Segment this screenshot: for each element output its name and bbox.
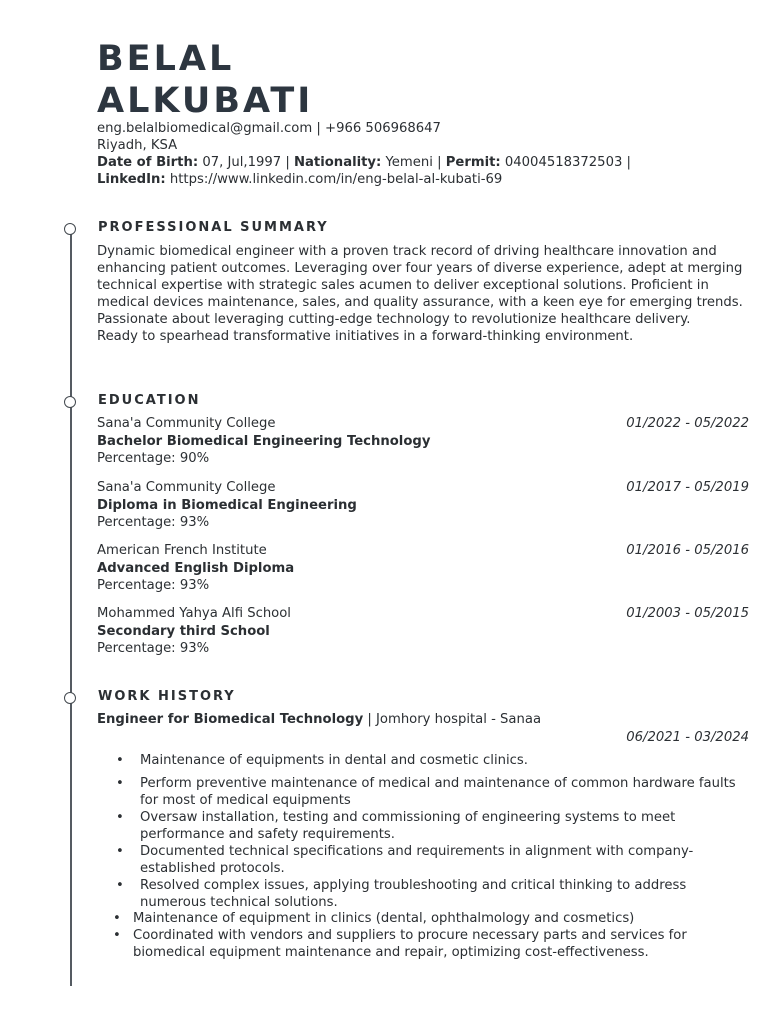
education-entry bbox=[97, 542, 749, 595]
bullet-icon: • bbox=[116, 776, 124, 791]
duty-text: Perform preventive maintenance of medical and maintenance of common hardware faults for most of medical equipments bbox=[140, 776, 736, 808]
duty-text: Maintenance of equipments in dental and cosmetic clinics. bbox=[140, 753, 528, 768]
duty-item bbox=[113, 910, 750, 927]
dob-value: 07, Jul,1997 | bbox=[198, 155, 294, 170]
degree-title: Advanced English Diploma bbox=[97, 560, 295, 576]
education-dates: 01/2003 - 05/2015 bbox=[626, 606, 749, 621]
duty-text: Maintenance of equipment in clinics (dental, ophthalmology and cosmetics) bbox=[133, 911, 635, 926]
nationality-label: Nationality: bbox=[293, 155, 382, 170]
linkedin-line bbox=[97, 171, 757, 188]
summary-text bbox=[97, 243, 757, 345]
bullet-icon: • bbox=[113, 928, 121, 943]
summary-heading: PROFESSIONAL SUMMARY bbox=[98, 220, 329, 235]
bullet-icon: • bbox=[116, 844, 124, 859]
education-entry bbox=[97, 479, 749, 532]
job-dates: 06/2021 - 03/2024 bbox=[626, 729, 749, 745]
summary-timeline-dot bbox=[64, 223, 76, 235]
degree-title: Bachelor Biomedical Engineering Technology bbox=[97, 433, 431, 449]
school-name: Sana'a Community College bbox=[97, 416, 276, 431]
duty-text: Coordinated with vendors and suppliers to procure necessary parts and services for biomedical equipment maintenance and repair, optimizing cost-effectiveness. bbox=[133, 928, 687, 960]
education-dates: 01/2016 - 05/2016 bbox=[626, 543, 749, 558]
location: Riyadh, KSA bbox=[97, 138, 178, 153]
candidate-name bbox=[97, 38, 313, 122]
education-entry bbox=[97, 415, 749, 468]
nationality-value: Yemeni | bbox=[381, 155, 446, 170]
duties-list bbox=[116, 752, 750, 911]
linkedin-url[interactable]: https://www.linkedin.com/in/eng-belal-al-kubati-69 bbox=[165, 172, 503, 187]
permit-value: 04004518372503 | bbox=[500, 155, 631, 170]
name-first: BELAL bbox=[97, 39, 235, 79]
work-heading: WORK HISTORY bbox=[98, 689, 236, 704]
summary-paragraph: Dynamic biomedical engineer with a proven track record of driving healthcare innovation and enhancing patient outcomes. Leveraging over four years of diverse experience, adept at merging technical expertise with strategic sales acumen to deliver exceptional solutions. Proficient in medical devices maintenance, sales, and quality assurance, with a keen eye for emerging trends. Passionate about leveraging cutting-edge technology to revolutionize healthcare delivery. bbox=[97, 244, 743, 327]
duty-text: Resolved complex issues, applying troubleshooting and critical thinking to address numerous technical solutions. bbox=[140, 878, 687, 910]
duty-item bbox=[113, 927, 750, 961]
bullet-icon: • bbox=[116, 753, 124, 768]
degree-title: Diploma in Biomedical Engineering bbox=[97, 497, 357, 513]
bullet-icon: • bbox=[113, 911, 121, 926]
duty-item bbox=[116, 843, 750, 877]
linkedin-label: LinkedIn: bbox=[97, 172, 166, 187]
contact-block bbox=[97, 120, 757, 188]
education-timeline-dot bbox=[64, 396, 76, 408]
name-last: ALKUBATI bbox=[97, 81, 314, 121]
personal-details bbox=[97, 154, 757, 171]
employer: | Jomhory hospital - Sanaa bbox=[363, 712, 542, 727]
school-name: Mohammed Yahya Alfi School bbox=[97, 606, 291, 621]
duty-item bbox=[116, 877, 750, 911]
email-phone: eng.belalbiomedical@gmail.com | +966 506968647 bbox=[97, 121, 441, 136]
work-timeline-dot bbox=[64, 692, 76, 704]
job-title-line bbox=[97, 711, 749, 729]
education-dates: 01/2022 - 05/2022 bbox=[626, 416, 749, 431]
duty-item bbox=[116, 809, 750, 843]
grade: Percentage: 93% bbox=[97, 641, 210, 656]
education-heading: EDUCATION bbox=[98, 393, 201, 408]
duty-text: Oversaw installation, testing and commissioning of engineering systems to meet performance and safety requirements. bbox=[140, 810, 676, 842]
education-entry bbox=[97, 605, 749, 658]
school-name: Sana'a Community College bbox=[97, 480, 276, 495]
education-dates: 01/2017 - 05/2019 bbox=[626, 480, 749, 495]
duty-text: Documented technical specifications and requirements in alignment with company-established protocols. bbox=[140, 844, 694, 876]
bullet-icon: • bbox=[116, 810, 124, 825]
timeline-line bbox=[70, 229, 72, 986]
dob-label: Date of Birth: bbox=[97, 155, 199, 170]
permit-label: Permit: bbox=[445, 155, 501, 170]
job-entry bbox=[97, 711, 749, 746]
duty-item bbox=[116, 775, 750, 809]
grade: Percentage: 90% bbox=[97, 451, 210, 466]
duties-list-extra bbox=[113, 910, 750, 961]
duty-item bbox=[116, 752, 750, 769]
job-title: Engineer for Biomedical Technology bbox=[97, 712, 364, 727]
grade: Percentage: 93% bbox=[97, 515, 210, 530]
bullet-icon: • bbox=[116, 878, 124, 893]
degree-title: Secondary third School bbox=[97, 623, 270, 639]
school-name: American French Institute bbox=[97, 543, 267, 558]
summary-paragraph-2: Ready to spearhead transformative initiatives in a forward-thinking environment. bbox=[97, 329, 634, 344]
grade: Percentage: 93% bbox=[97, 578, 210, 593]
